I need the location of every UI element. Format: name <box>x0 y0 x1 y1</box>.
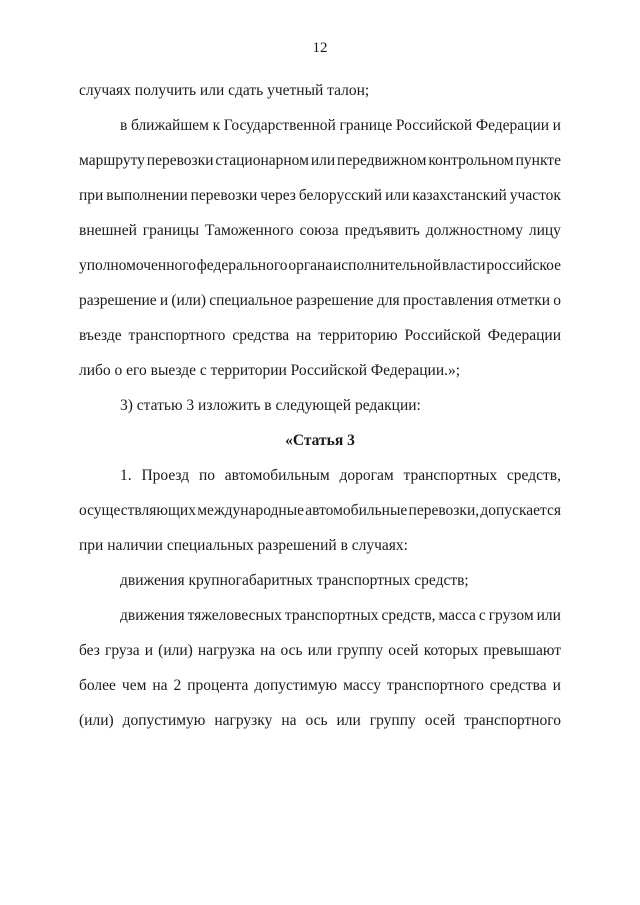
text-line: 1. Проезд по автомобильным дорогам транспортных средств, <box>120 467 561 484</box>
text-line: маршруту перевозки стационарном или передвижном контрольном пункте <box>79 152 561 169</box>
text-line: в ближайшем к Государственной границе Российской Федерации и <box>120 117 561 134</box>
article-heading: «Статья 3 <box>285 432 355 449</box>
text-line: при наличии специальных разрешений в случаях: <box>79 537 408 554</box>
text-line: уполномоченного федерального органа исполнительной власти российское <box>79 257 561 274</box>
document-body <box>79 73 561 738</box>
text-line: случаях получить или сдать учетный талон; <box>79 82 370 99</box>
text-line: (или) допустимую нагрузку на ось или группу осей транспортного <box>79 712 561 729</box>
text-line: 3) статью 3 изложить в следующей редакции: <box>120 397 421 414</box>
text-line: либо о его выезде с территории Российской Федерации.»; <box>79 362 461 379</box>
text-line: осуществляющих международные автомобильные перевозки, допускается <box>79 502 561 519</box>
text-line: разрешение и (или) специальное разрешение для проставления отметки о <box>79 292 561 309</box>
text-line: при выполнении перевозки через белорусский или казахстанский участок <box>79 187 561 204</box>
text-line: внешней границы Таможенного союза предъявить должностному лицу <box>79 222 561 239</box>
text-line: более чем на 2 процента допустимую массу транспортного средства и <box>79 677 561 694</box>
page-number: 12 <box>312 40 328 56</box>
text-line: движения крупногабаритных транспортных средств; <box>120 572 469 589</box>
text-line: движения тяжеловесных транспортных средств, масса с грузом или <box>120 607 561 624</box>
text-line: въезде транспортного средства на территорию Российской Федерации <box>79 327 561 344</box>
text-line: без груза и (или) нагрузка на ось или группу осей которых превышают <box>79 642 561 659</box>
